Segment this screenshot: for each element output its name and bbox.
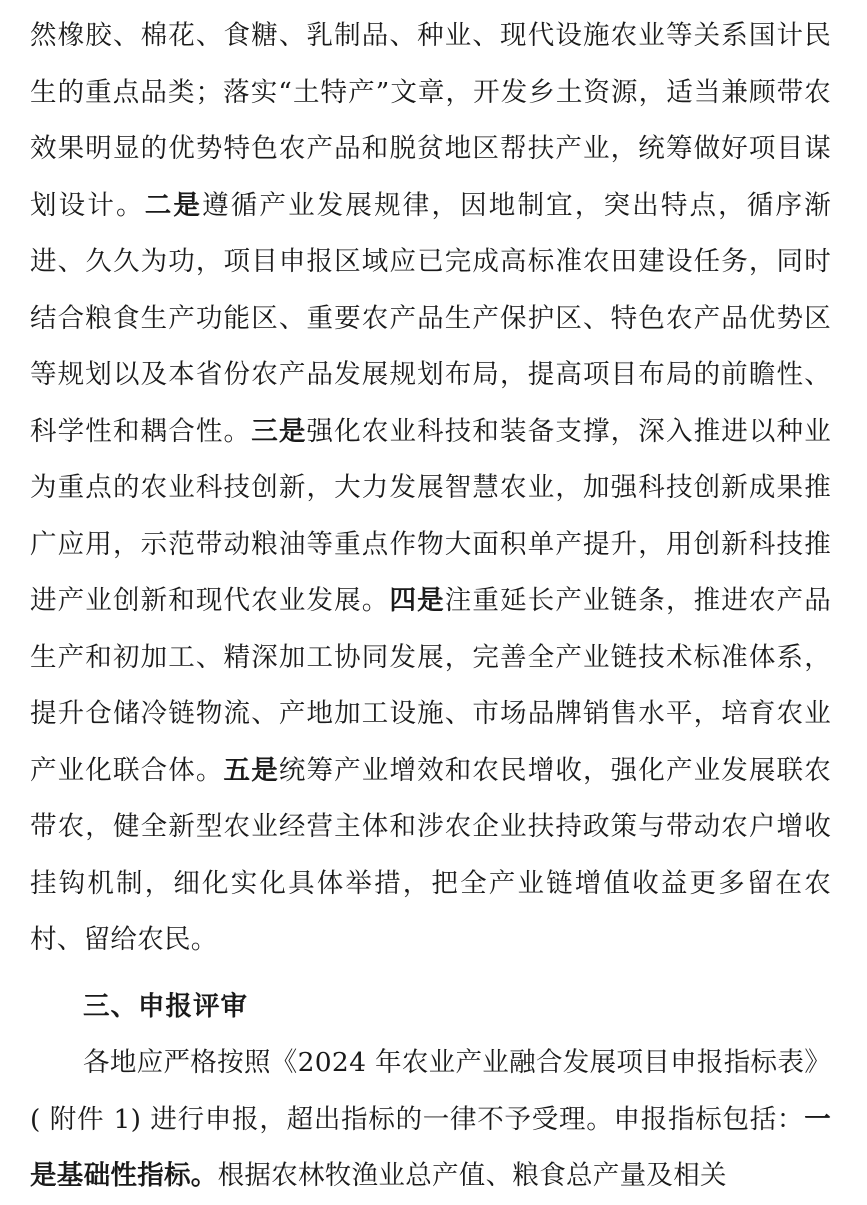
paragraph-policy-continued [30, 8, 831, 969]
text-run: 根据农林牧渔业总产值、粮食总产量及相关 [217, 1160, 727, 1191]
text-run: 强化农业科技和装备支撑，深入推进以种业为重点的农业科技创新，大力发展智慧农业，加强科技创新成果推广应用，示范带动粮油等重点作物大面积单产提升，用创新科技推进产业创新和现代农业发展。 [30, 415, 832, 616]
section-spacer [30, 969, 831, 979]
text-run: 然橡胶、棉花、食糖、乳制品、种业、现代设施农业等关系国计民生的重点品类；落实“土特产”文章，开发乡土资源，适当兼顾带农效果明显的优势特色农产品和脱贫地区帮扶产业，统筹做好项目谋划设计。 [30, 20, 831, 221]
text-run: 遵循产业发展规律，因地制宜，突出特点，循序渐进、久久为功，项目申报区域应已完成高标准农田建设任务，同时结合粮食生产功能区、重要农产品生产保护区、特色农产品优势区等规划以及本省份农产品发展规划布局，提高项目布局的前瞻性、科学性和耦合性。 [30, 189, 832, 447]
section-heading-declaration-review: 三、申报评审 [83, 990, 248, 1022]
text-run-bold: 四是 [389, 585, 445, 616]
text-run-bold: 五是 [223, 754, 279, 786]
text-run-bold: 二是 [144, 189, 203, 221]
text-run: 注重延长产业链条，推进农产品生产和初加工、精深加工协同发展，完善全产业链技术标准体系，提升仓储冷链物流、产地加工设施、市场品牌销售水平，培育农业产业化联合体。 [30, 585, 832, 786]
paragraph-declaration-indicators [30, 1035, 831, 1205]
text-run: 统筹产业增效和农民增收，强化产业发展联农带农，健全新型农业经营主体和涉农企业扶持政策与带动农户增收挂钩机制，细化实化具体举措，把全产业链增值收益更多留在农村、留给农民。 [30, 754, 831, 955]
text-run: 各地应严格按照《2024 年农业产业融合发展项目申报指标表》( 附件 1) 进行申报，超出指标的一律不予受理。申报指标包括： [30, 1047, 831, 1135]
text-run-bold: 一是基础性指标。 [30, 1103, 831, 1191]
text-run-bold: 三是 [251, 415, 307, 447]
